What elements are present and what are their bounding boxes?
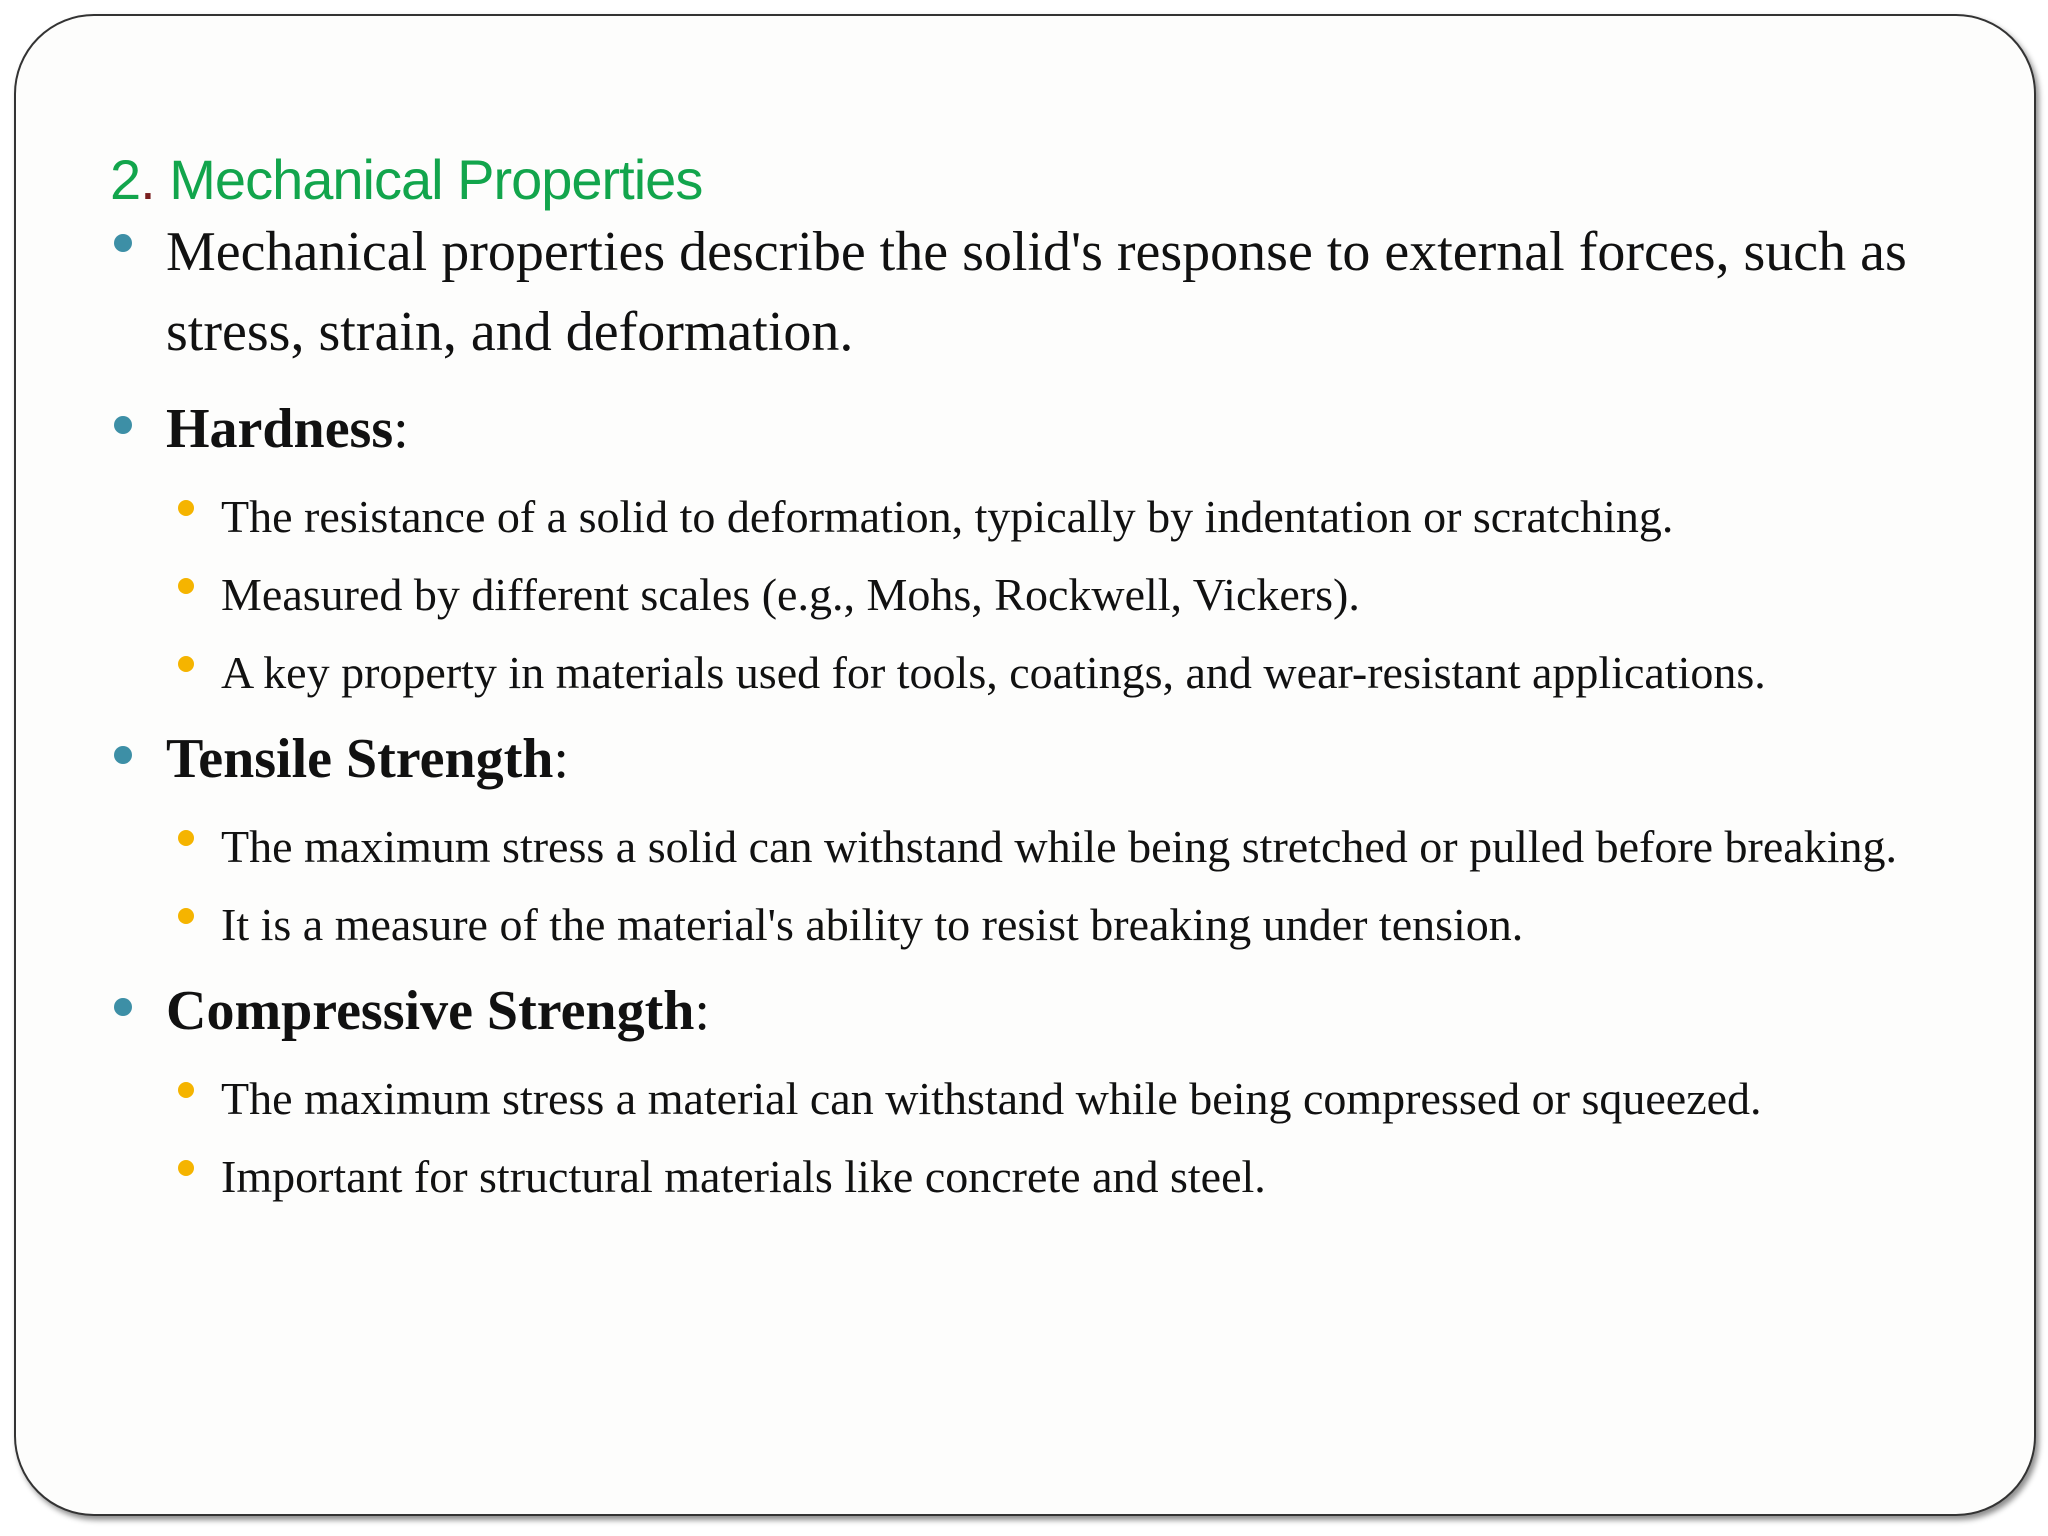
sub-point	[110, 560, 1970, 630]
sub-point	[110, 1142, 1970, 1212]
sub-point-text: A key property in materials used for tools, coatings, and wear-resistant applications.	[221, 647, 1766, 698]
slide-content	[110, 212, 1970, 1212]
sub-point	[110, 1064, 1970, 1134]
sub-point-text: Important for structural materials like concrete and steel.	[221, 1151, 1266, 1202]
sub-bullet-dot-icon	[178, 830, 194, 846]
intro-text: Mechanical properties describe the solid's response to external forces, such as stress, strain, and deformation.	[166, 221, 1907, 363]
sub-bullet-dot-icon	[178, 1082, 194, 1098]
slide-title	[110, 144, 702, 216]
sub-point	[110, 638, 1970, 708]
section-heading-text: Tensile Strength	[166, 728, 554, 790]
title-number: 2	[110, 148, 141, 211]
bullet-dot-icon	[114, 234, 132, 252]
section-heading-compressive-strength	[110, 966, 1970, 1056]
sub-point-text: The resistance of a solid to deformation, typically by indentation or scratching.	[221, 491, 1674, 542]
sub-bullet-dot-icon	[178, 578, 194, 594]
title-text: Mechanical Properties	[154, 148, 703, 211]
section-heading-text: Hardness	[166, 398, 394, 460]
sub-bullet-dot-icon	[178, 908, 194, 924]
bullet-dot-icon	[114, 998, 132, 1016]
sub-point	[110, 812, 1970, 882]
section-heading-tensile-strength	[110, 714, 1970, 804]
sub-bullet-dot-icon	[178, 1160, 194, 1176]
bullet-dot-icon	[114, 416, 132, 434]
bullet-dot-icon	[114, 746, 132, 764]
title-dot: .	[140, 148, 155, 211]
intro-item	[110, 212, 1970, 372]
sub-bullet-dot-icon	[178, 500, 194, 516]
heading-colon: :	[694, 980, 710, 1042]
slide-frame	[14, 14, 2036, 1516]
sub-point	[110, 890, 1970, 960]
sub-point-text: The maximum stress a solid can withstand while being stretched or pulled before breaking.	[221, 821, 1897, 872]
section-heading-hardness	[110, 384, 1970, 474]
heading-colon: :	[553, 728, 569, 790]
section-heading-text: Compressive Strength	[166, 980, 695, 1042]
sub-point-text: It is a measure of the material's ability to resist breaking under tension.	[221, 899, 1524, 950]
sub-point	[110, 482, 1970, 552]
heading-colon: :	[393, 398, 409, 460]
sub-bullet-dot-icon	[178, 656, 194, 672]
sub-point-text: The maximum stress a material can withstand while being compressed or squeezed.	[221, 1073, 1762, 1124]
sub-point-text: Measured by different scales (e.g., Mohs, Rockwell, Vickers).	[221, 569, 1360, 620]
